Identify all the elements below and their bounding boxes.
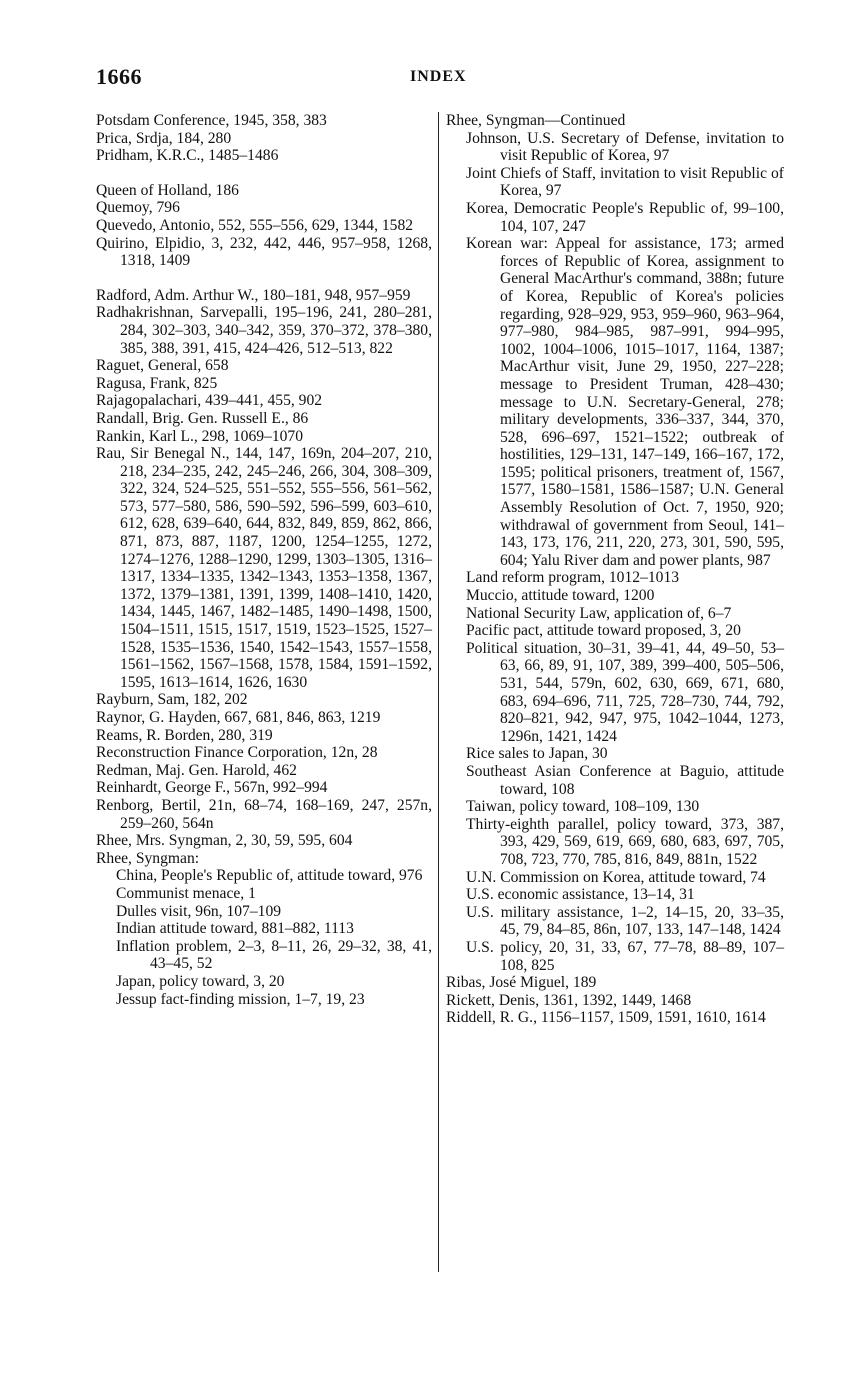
index-subentry: Japan, policy toward, 3, 20 — [116, 972, 285, 990]
index-entry: Raynor, G. Hayden, 667, 681, 846, 863, 1219 — [96, 709, 381, 726]
index-entry: Rhee, Syngman—Continued — [446, 112, 626, 129]
index-entry: Radford, Adm. Arthur W., 180–181, 948, 957–959 — [96, 286, 411, 304]
index-entry: Reconstruction Finance Corporation, 12n, 28 — [96, 744, 378, 762]
index-subentry: Pacific pact, attitude toward proposed, 3, 20 — [466, 622, 741, 640]
index-entry: Radhakrishnan, Sarvepalli, 195–196, 241, 280–281, 284, 302–303, 340–342, 359, 370–372, 378–380, 385, 388, 391, 415, 424–426, 512–513, 822 — [96, 304, 432, 357]
index-subentry: Communist menace, 1 — [116, 884, 256, 902]
index-subentry: Dulles visit, 96n, 107–109 — [116, 902, 282, 920]
index-entry: Randall, Brig. Gen. Russell E., 86 — [96, 409, 309, 427]
index-column-left — [96, 112, 432, 1008]
index-entry: Raguet, General, 658 — [96, 357, 229, 375]
index-subentry: U.S. military assistance, 1–2, 14–15, 20, 33–35, 45, 79, 84–85, 86n, 107, 133, 147–148, 1424 — [466, 903, 784, 939]
index-entry: Riddell, R. G., 1156–1157, 1509, 1591, 1610, 1614 — [446, 1009, 766, 1027]
index-subentry: Indian attitude toward, 881–882, 1113 — [116, 920, 354, 938]
index-subentry: Korean war: Appeal for assistance, 173; armed forces of Republic of Korea, assignment to General MacArthur's command, 388n; future of Korea, Republic of Korea's policies regarding, 928–929, 953, 959–960, 963–964, 977–980, 984–985, 987–991, 994–995, 1002, 1004–1006, 1015–1017, 1164, 1387; MacArthur visit, June 29, 1950, 227–228; message to President Truman, 428–430; message to U.N. Secretary-General, 278; military developments, 336–337, 344, 370, 528, 696–697, 1521–1522; outbreak of hostilities, 129–131, 147–149, 166–167, 172, 1595; political prisoners, treatment of, 1567, 1577, 1580–1581, 1586–1587; U.N. General Assembly Resolution of Oct. 7, 1950, 920; withdrawal of government from Seoul, 141–143, 173, 176, 211, 220, 273, 301, 590, 595, 604; Yalu River dam and power plants, 987 — [466, 235, 784, 569]
index-entry: Rau, Sir Benegal N., 144, 147, 169n, 204–207, 210, 218, 234–235, 242, 245–246, 266, 304, 308–309, 322, 324, 524–525, 551–552, 555–556, 561–562, 573, 577–580, 586, 590–592, 596–599, 603–610, 612, 628, 639–640, 644, 832, 849, 859, 862, 866, 871, 873, 887, 1187, 1200, 1254–1255, 1272, 1274–1276, 1288–1290, 1299, 1303–1305, 1316–1317, 1334–1335, 1342–1343, 1353–1358, 1367, 1372, 1379–1381, 1391, 1399, 1408–1410, 1420, 1434, 1445, 1467, 1482–1485, 1490–1498, 1500, 1504–1511, 1515, 1517, 1519, 1523–1525, 1527–1528, 1535–1536, 1540, 1542–1543, 1557–1558, 1561–1562, 1567–1568, 1578, 1584, 1591–1592, 1595, 1613–1614, 1626, 1630 — [96, 445, 432, 691]
running-head: INDEX — [410, 68, 467, 85]
index-entry: Ragusa, Frank, 825 — [96, 374, 218, 392]
index-entry: Reinhardt, George F., 567n, 992–994 — [96, 779, 328, 797]
index-entry: Rayburn, Sam, 182, 202 — [96, 691, 248, 709]
index-subentry: U.S. policy, 20, 31, 33, 67, 77–78, 88–89, 107–108, 825 — [466, 938, 784, 974]
index-subentry: Korea, Democratic People's Republic of, 99–100, 104, 107, 247 — [466, 199, 784, 235]
column-divider — [438, 112, 439, 1272]
index-column-right — [446, 112, 784, 1027]
index-subentry: Inflation problem, 2–3, 8–11, 26, 29–32, 38, 41, 43–45, 52 — [116, 937, 432, 973]
index-subentry: U.S. economic assistance, 13–14, 31 — [466, 886, 695, 904]
section-gap — [96, 270, 432, 287]
index-entry: Rankin, Karl L., 298, 1069–1070 — [96, 427, 304, 445]
index-entry: Prica, Srdja, 184, 280 — [96, 129, 232, 147]
index-subentry: Southeast Asian Conference at Baguio, attitude toward, 108 — [466, 762, 784, 798]
index-subentry: China, People's Republic of, attitude toward, 976 — [116, 867, 423, 885]
index-entry: Rickett, Denis, 1361, 1392, 1449, 1468 — [446, 991, 692, 1009]
index-subentry: U.N. Commission on Korea, attitude toward, 74 — [466, 868, 766, 886]
index-entry: Pridham, K.R.C., 1485–1486 — [96, 147, 279, 165]
page-number: 1666 — [96, 64, 142, 89]
index-entry: Rajagopalachari, 439–441, 455, 902 — [96, 392, 323, 410]
index-entry: Rhee, Syngman: — [96, 849, 200, 867]
index-subentry: Rice sales to Japan, 30 — [466, 745, 608, 763]
index-subentry: Political situation, 30–31, 39–41, 44, 49–50, 53–63, 66, 89, 91, 107, 389, 399–400, 505–506, 531, 544, 579n, 602, 630, 669, 671, 680, 683, 694–696, 711, 725, 728–730, 744, 792, 820–821, 942, 947, 975, 1042–1044, 1273, 1296n, 1421, 1424 — [466, 639, 784, 745]
index-entry: Ribas, José Miguel, 189 — [446, 974, 597, 992]
index-entry: Renborg, Bertil, 21n, 68–74, 168–169, 247, 257n, 259–260, 564n — [96, 796, 432, 832]
index-subentry: Thirty-eighth parallel, policy toward, 373, 387, 393, 429, 569, 619, 669, 680, 683, 697, 705, 708, 723, 770, 785, 816, 849, 881n, 1522 — [466, 815, 784, 868]
index-subentry: Jessup fact-finding mission, 1–7, 19, 23 — [116, 990, 365, 1008]
index-entry: Quemoy, 796 — [96, 199, 180, 217]
index-subentry: Joint Chiefs of Staff, invitation to visit Republic of Korea, 97 — [466, 164, 784, 200]
index-entry: Queen of Holland, 186 — [96, 181, 239, 199]
section-gap — [96, 165, 432, 182]
index-subentry: Taiwan, policy toward, 108–109, 130 — [466, 798, 700, 816]
index-subentry: Muccio, attitude toward, 1200 — [466, 587, 655, 605]
index-entry: Potsdam Conference, 1945, 358, 383 — [96, 112, 327, 129]
index-subentry: National Security Law, application of, 6–7 — [466, 604, 732, 622]
index-entry: Redman, Maj. Gen. Harold, 462 — [96, 761, 297, 779]
index-entry: Reams, R. Borden, 280, 319 — [96, 726, 273, 744]
index-entry: Rhee, Mrs. Syngman, 2, 30, 59, 595, 604 — [96, 832, 353, 850]
index-entry: Quevedo, Antonio, 552, 555–556, 629, 1344, 1582 — [96, 216, 414, 234]
index-subentry: Johnson, U.S. Secretary of Defense, invitation to visit Republic of Korea, 97 — [466, 129, 784, 165]
index-entry: Quirino, Elpidio, 3, 232, 442, 446, 957–958, 1268, 1318, 1409 — [96, 234, 432, 270]
index-subentry: Land reform program, 1012–1013 — [466, 569, 680, 587]
